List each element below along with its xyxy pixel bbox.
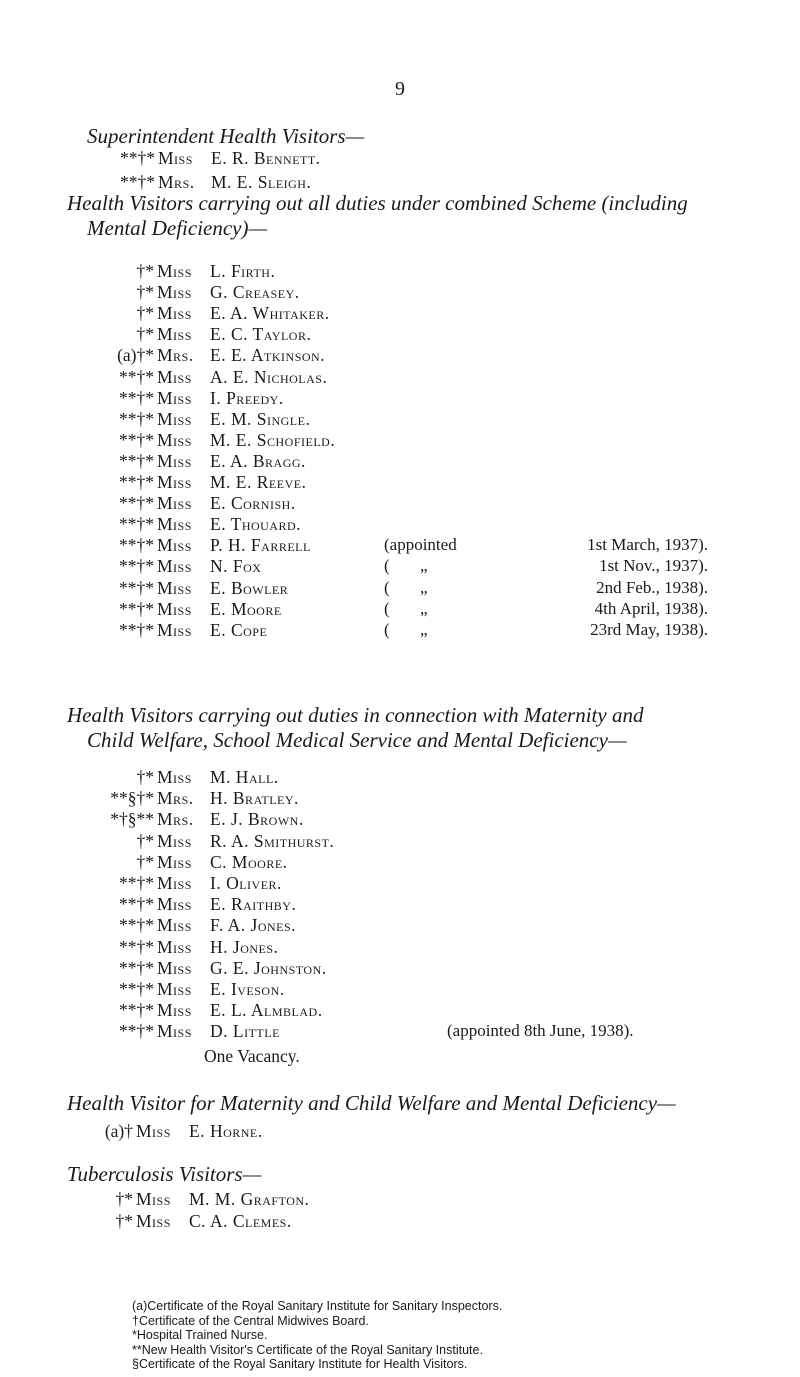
person-title: Miss — [157, 387, 192, 408]
qualification-prefix: **†* — [119, 1021, 154, 1042]
appointment-open: (appointed — [384, 535, 457, 555]
person-name: E. C. Taylor. — [210, 324, 312, 345]
person-name: H. Jones. — [210, 936, 279, 957]
qualification-prefix: **†* — [119, 450, 154, 471]
person-name: M. Hall. — [210, 767, 279, 787]
person-name: F. A. Jones. — [210, 915, 297, 936]
ditto-mark: „ — [420, 619, 428, 639]
person-name: G. Creasey. — [210, 282, 300, 303]
footnote-a: (a)Certificate of the Royal Sanitary Institute for Sanitary Inspectors. — [132, 1299, 503, 1313]
person-title: Miss — [157, 261, 192, 281]
person-name: E. Horne. — [189, 1121, 263, 1141]
qualification-prefix: **†* — [119, 556, 154, 577]
appointment-date: 1st Nov., 1937). — [599, 556, 708, 576]
person-name: M. M. Grafton. — [189, 1189, 310, 1209]
qualification-prefix: **†* — [119, 387, 154, 408]
person-title: Miss — [157, 408, 192, 429]
person-title: Miss — [157, 1021, 192, 1042]
footnote-star: *Hospital Trained Nurse. — [132, 1328, 268, 1342]
combined-heading — [67, 191, 688, 241]
qualification-prefix: **†* — [119, 493, 154, 514]
qualification-prefix: **†* — [119, 936, 154, 957]
person-name: A. E. Nicholas. — [210, 366, 328, 387]
vacancy: One Vacancy. — [204, 1046, 300, 1066]
person-name: D. Little — [210, 1021, 280, 1042]
qualification-prefix: **†* — [120, 148, 155, 168]
qualification-prefix: **†* — [119, 598, 154, 619]
qualification-prefix: **†* — [119, 535, 154, 556]
person-name: E. A. Bragg. — [210, 450, 306, 471]
person-name: H. Bratley. — [210, 788, 299, 809]
person-title: Miss — [157, 979, 192, 999]
qualification-prefix: **†* — [119, 957, 154, 978]
person-name: C. A. Clemes. — [189, 1211, 292, 1231]
tb-heading: Tuberculosis Visitors— — [67, 1162, 262, 1186]
ditto-mark: „ — [420, 598, 428, 618]
qualification-prefix: **†* — [119, 429, 154, 450]
qualification-prefix: **†* — [119, 1000, 154, 1021]
person-name: E. Thouard. — [210, 514, 302, 535]
person-title: Miss — [157, 873, 192, 893]
person-title: Miss — [157, 957, 192, 978]
person-name: E. Moore — [210, 598, 282, 619]
person-title: Miss — [157, 324, 192, 345]
maternity-heading-line1: Health Visitors carrying out duties in connection with Maternity and — [67, 703, 644, 727]
person-title: Miss — [158, 148, 193, 168]
qualification-prefix: **†* — [119, 366, 154, 387]
person-title: Mrs. — [157, 788, 194, 809]
person-title: Mrs. — [157, 345, 194, 366]
person-title: Miss — [157, 894, 192, 915]
person-title: Miss — [157, 936, 192, 957]
qualification-prefix: **†* — [119, 619, 154, 640]
appointment-date: 1st March, 1937). — [587, 535, 708, 555]
qualification-prefix: **†* — [119, 873, 154, 893]
person-title: Miss — [157, 915, 192, 936]
person-title: Miss — [157, 514, 192, 535]
appointment-open: ( — [384, 619, 390, 639]
person-name: E. R. Bennett. — [211, 148, 321, 168]
maternity-heading — [67, 703, 643, 753]
person-name: N. Fox — [210, 556, 262, 577]
superintendent-heading: Superintendent Health Visitors— — [87, 124, 365, 148]
appointment-date: 4th April, 1938). — [594, 598, 708, 618]
person-title: Miss — [157, 767, 192, 787]
qualification-prefix: †* — [136, 830, 154, 851]
ditto-mark: „ — [420, 577, 428, 597]
person-title: Mrs. — [157, 809, 194, 830]
person-name: I. Preedy. — [210, 387, 284, 408]
person-name: E. Cornish. — [210, 493, 296, 514]
qualification-prefix: †* — [136, 324, 154, 345]
page-number: 9 — [395, 78, 405, 100]
maternity-heading-line2: Child Welfare, School Medical Service and Mental Deficiency— — [87, 728, 627, 752]
person-name: E. J. Brown. — [210, 809, 304, 830]
person-title: Miss — [136, 1189, 171, 1209]
person-title: Miss — [157, 303, 192, 324]
qualification-prefix: †* — [115, 1189, 133, 1209]
qualification-prefix: **†* — [119, 894, 154, 915]
person-title: Miss — [157, 535, 192, 556]
appointment-open: ( — [384, 556, 390, 576]
qualification-prefix: **§†* — [110, 788, 154, 809]
person-name: P. H. Farrell — [210, 535, 311, 556]
person-name: E. Raithby. — [210, 894, 297, 915]
footnote-section: §Certificate of the Royal Sanitary Institute for Health Visitors. — [132, 1357, 468, 1371]
little-appointment: (appointed 8th June, 1938). — [447, 1021, 634, 1040]
qualification-prefix: **†* — [119, 915, 154, 936]
ditto-mark: „ — [420, 556, 428, 576]
qualification-prefix: †* — [136, 261, 154, 281]
qualification-prefix: †* — [136, 851, 154, 872]
person-name: M. E. Sleigh. — [211, 172, 312, 192]
person-title: Miss — [157, 619, 192, 640]
person-title: Miss — [157, 851, 192, 872]
person-name: M. E. Schofield. — [210, 429, 336, 450]
person-name: E. Cope — [210, 619, 268, 640]
qualification-prefix: (a)† — [104, 1121, 133, 1141]
person-title: Miss — [136, 1211, 171, 1231]
mcw-heading: Health Visitor for Maternity and Child Welfare and Mental Deficiency— — [67, 1091, 676, 1115]
person-title: Mrs. — [158, 172, 195, 192]
person-title: Miss — [157, 429, 192, 450]
footnotes — [132, 1299, 502, 1372]
qualification-prefix: †* — [115, 1211, 133, 1231]
footnote-dagger: †Certificate of the Central Midwives Board. — [132, 1313, 369, 1328]
combined-heading-line2: Mental Deficiency)— — [87, 216, 268, 240]
qualification-prefix: **†* — [119, 577, 154, 598]
person-title: Miss — [157, 472, 192, 492]
person-name: L. Firth. — [210, 261, 276, 281]
appointment-date: 23rd May, 1938). — [590, 619, 708, 639]
footnote-double-star: **New Health Visitor's Certificate of the Royal Sanitary Institute. — [132, 1342, 483, 1357]
qualification-prefix: †* — [136, 303, 154, 324]
person-title: Miss — [157, 366, 192, 387]
qualification-prefix: †* — [136, 767, 154, 787]
appointment-open: ( — [384, 598, 390, 618]
person-name: M. E. Reeve. — [210, 472, 307, 492]
person-title: Miss — [157, 450, 192, 471]
person-name: R. A. Smithurst. — [210, 830, 335, 851]
appointment-open: ( — [384, 577, 390, 597]
person-name: E. Bowler — [210, 577, 289, 598]
person-title: Miss — [136, 1121, 171, 1141]
person-name: C. Moore. — [210, 851, 288, 872]
person-name: E. E. Atkinson. — [210, 345, 326, 366]
person-title: Miss — [157, 1000, 192, 1021]
qualification-prefix: **†* — [119, 514, 154, 535]
person-name: E. Iveson. — [210, 979, 285, 999]
person-name: E. A. Whitaker. — [210, 303, 330, 324]
person-title: Miss — [157, 556, 192, 577]
person-title: Miss — [157, 493, 192, 514]
person-name: I. Oliver. — [210, 873, 282, 893]
qualification-prefix: **†* — [119, 408, 154, 429]
person-title: Miss — [157, 282, 192, 303]
combined-heading-line1: Health Visitors carrying out all duties under combined Scheme (including — [67, 191, 688, 215]
appointment-date: 2nd Feb., 1938). — [596, 577, 708, 597]
person-name: G. E. Johnston. — [210, 957, 327, 978]
qualification-prefix: *†§** — [110, 809, 154, 830]
qualification-prefix: (a)†* — [117, 345, 154, 366]
person-name: E. M. Single. — [210, 408, 311, 429]
qualification-prefix: **†* — [119, 979, 154, 999]
qualification-prefix: **†* — [120, 172, 155, 192]
person-name: E. L. Almblad. — [210, 1000, 323, 1021]
qualification-prefix: **†* — [119, 472, 154, 492]
person-title: Miss — [157, 598, 192, 619]
qualification-prefix: †* — [136, 282, 154, 303]
person-title: Miss — [157, 577, 192, 598]
person-title: Miss — [157, 830, 192, 851]
